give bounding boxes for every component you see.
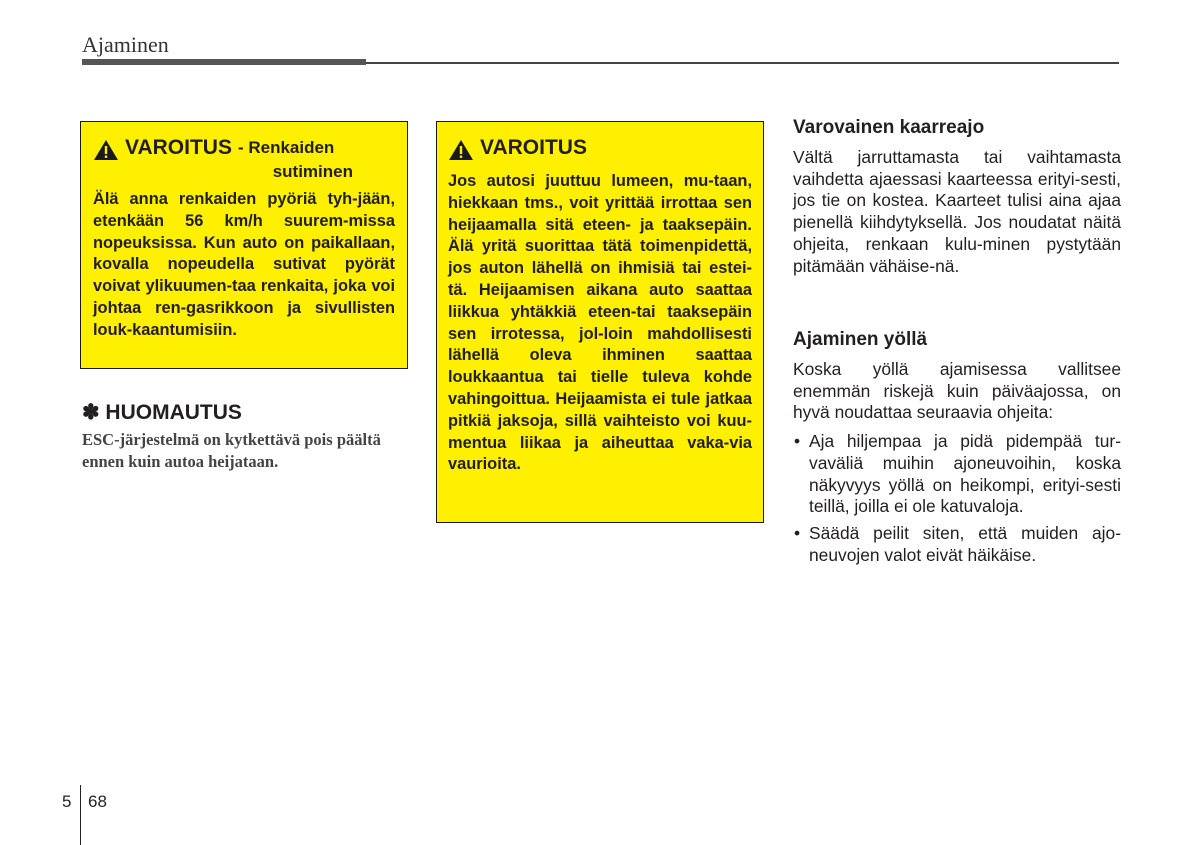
footer-divider xyxy=(80,785,81,845)
section-careful-cornering xyxy=(793,117,1121,277)
note-text: ESC-järjestelmä on kytkettävä pois päältä ennen kuin autoa heijataan. xyxy=(82,430,381,471)
list-item xyxy=(793,523,1121,566)
note-title: ✽ HUOMAUTUS xyxy=(82,401,242,424)
warning-subtitle: - Renkaiden xyxy=(237,138,335,157)
bullet-icon: • xyxy=(794,522,801,543)
section-text: Vältä jarruttamasta tai vaihtamasta vaihdetta ajaessasi kaarteessa erityi-sesti, jos tie on kostea. Kaarteet tulisi aina ajaa pienellä kiihdytyksellä. Jos noudatat näitä ohjeita, renkaan kulu-minen pystytään pitämään vähäise-nä. xyxy=(793,147,1121,276)
warning-text: Jos autosi juuttuu lumeen, mu-taan, hiekkaan tms., voit yrittää irrottaa sen heijaamalla sitä eteen- ja taaksepäin. Älä yritä suorittaa tätä toimenpidettä, jos auton lähellä on ihmisiä tai estei-tä. Heijaamisen aikana auto saattaa liikkua yhtäkkiä eteen-tai taaksepäin sen irrotessa, jol-loin mahdollisesti lähellä oleva ihminen saattaa loukkaantua tai tielle tuleva kohde vahingoittua. Heijaamista ei tule jatkaa pitkiä jaksoja, sillä vaihteisto voi kuu-mentua liikaa ja aiheuttaa vaka-via vaurioita. xyxy=(448,172,752,474)
warning-box-tire-spin xyxy=(80,121,408,369)
warning-heading xyxy=(93,135,395,161)
warning-triangle-icon xyxy=(448,139,474,161)
warning-triangle-icon xyxy=(93,139,119,161)
header-rule-thin xyxy=(366,62,1119,64)
warning-heading xyxy=(448,135,752,161)
warning-box-rocking xyxy=(436,121,764,523)
list-item xyxy=(793,431,1121,518)
warning-subtitle-line2: sutiminen xyxy=(272,162,353,181)
page-number: 68 xyxy=(88,792,107,811)
header-rule-thick xyxy=(82,59,366,65)
section-night-driving xyxy=(793,329,1121,566)
warning-label: VAROITUS xyxy=(125,136,232,159)
chapter-number: 5 xyxy=(62,792,72,811)
list-item-text: Säädä peilit siten, että muiden ajo-neuvojen valot eivät häikäise. xyxy=(809,522,1121,565)
warning-text: Älä anna renkaiden pyöriä tyh-jään, etenkään 56 km/h suurem-missa nopeuksissa. Kun auto on paikallaan, kovalla nopeudella sutivat pyörät voivat ylikuumen-taa renkaita, joka voi johtaa ren-gasrikkoon ja sivullisten louk-kaantumisiin. xyxy=(93,190,395,339)
list-item-text: Aja hiljempaa ja pidä pidempää tur-vaväliä muihin ajoneuvoihin, koska näkyvyys yöllä on heikompi, erityi-sesti teillä, joilla ei ole katuvaloja. xyxy=(809,431,1121,517)
warning-label: VAROITUS xyxy=(480,136,587,159)
section-intro: Koska yöllä ajamisessa vallitsee enemmän riskejä kuin päiväajossa, on hyvä noudattaa seuraavia ohjeita: xyxy=(793,359,1121,423)
page-header-title: Ajaminen xyxy=(82,32,169,57)
section-title: Ajaminen yöllä xyxy=(793,329,928,350)
bullet-icon: • xyxy=(794,431,801,452)
section-title: Varovainen kaarreajo xyxy=(793,117,985,138)
